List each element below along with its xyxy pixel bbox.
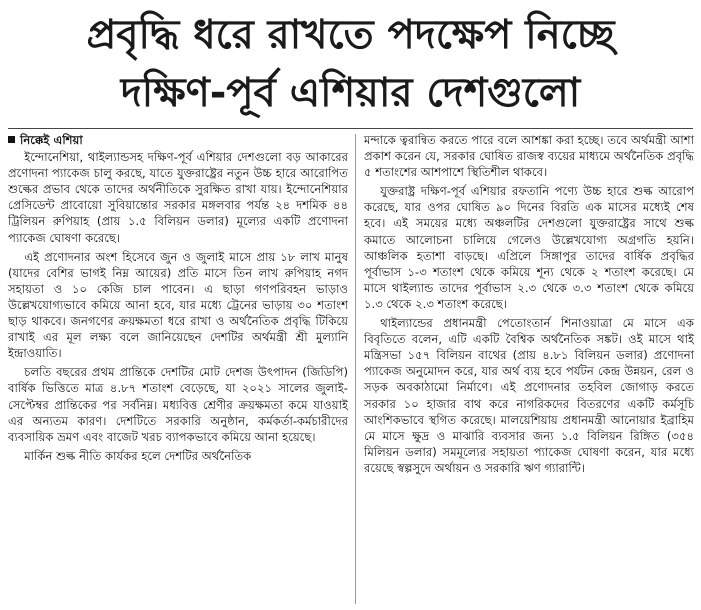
paragraph: মন্দাকে ত্বরান্বিত করতে পারে বলে আশঙ্কা করা হচ্ছে। তবে অর্থমন্ত্রী আশা প্রকাশ করেন যে, সরকার ঘোষিত রাজস্ব ব্যয়ের মাধ্যমে অর্থনৈতিক প্রবৃদ্ধি ৫ শতাংশের আশপাশে স্থিতিশীল থাকবে।: [364, 133, 694, 180]
headline-rule: [8, 128, 693, 129]
headline: [0, 6, 701, 122]
paragraph: যুক্তরাষ্ট্র দক্ষিণ-পূর্ব এশিয়ার রফতানি পণ্যে উচ্চ হারে শুল্ক আরোপ করেছে, যার ওপর ঘোষিত ৯০ দিনের বিরতি এক মাসের মধ্যেই শেষ হবে। এই সময়ের মধ্যে অঞ্চলটির দেশগুলো যুক্তরাষ্ট্রের সাথে শুল্ক কমাতে আলোচনা চালিয়ে গেলেও উল্লেখযোগ্য অগ্রগতি হয়নি। আঞ্চলিক হতাশা বাড়ছে। এপ্রিলে সিঙ্গাপুর তাদের বার্ষিক প্রবৃদ্ধির পূর্বাভাস ১-৩ শতাংশ থেকে কমিয়ে শূন্য থেকে ২ শতাংশ করেছে। মে মাসে থাইল্যান্ড তাদের পূর্বাভাস ২.৩ থেকে ৩.৩ শতাংশ থেকে কমিয়ে ১.৩ থেকে ২.৩ শতাংশ করেছে।: [364, 184, 694, 311]
headline-line-2: দক্ষিণ-পূর্ব এশিয়ার দেশগুলো: [120, 70, 581, 116]
paragraph: থাইল্যান্ডের প্রধানমন্ত্রী পেতোংতার্ন শিনাওয়াত্রা মে মাসে এক বিবৃতিতে বলেন, এটি একটি বৈশ্বিক অর্থনৈতিক সঙ্কট। ওই মাসে থাই মন্ত্রিসভা ১৫৭ বিলিয়ন বাথের (প্রায় ৪.৮১ বিলিয়ন ডলার) প্রণোদনা প্যাকেজ অনুমোদন করে, যার অর্থ ব্যয় হবে পর্যটন কেন্দ্র উন্নয়ন, রেল ও সড়ক অবকাঠামো নির্মাণে। এই প্রণোদনার তহবিল জোগাড় করতে সরকার ১০ হাজার বাথ করে নাগরিকদের বিতরণের একটি কর্মসূচি আংশিকভাবে স্থগিত করেছে। মালয়েশিয়ায় প্রধানমন্ত্রী আনোয়ার ইব্রাহিম মে মাসে ক্ষুদ্র ও মাঝারি ব্যবসার জন্য ১.৫ বিলিয়ন রিঙ্গিত (৩৫৪ মিলিয়ন ডলার) সমমূল্যের সহায়তা প্যাকেজ ঘোষণা করেন, যার মধ্যে রয়েছে স্বল্পসুদে অর্থায়ন ও সরকারি ঋণ গ্যারান্টি।: [364, 316, 694, 475]
paragraph: চলতি বছরের প্রথম প্রান্তিকে দেশটির মোট দেশজ উৎপাদন (জিডিপি) বার্ষিক ভিত্তিতে মাত্র ৪.৮৭ শতাংশ বেড়েছে, যা ২০২১ সালের জুলাই-সেপ্টেম্বর প্রান্তিকের পর সর্বনিম্ন। মধ্যবিত্ত শ্রেণীর ক্রয়ক্ষমতা কমে যাওয়াই এর অন্যতম কারণ। দেশটিতে সরকারি অনুষ্ঠান, কর্মকর্তা-কর্মচারীদের ব্যবসায়িক ভ্রমণ এবং বাজেট খরচ ব্যাপকভাবে কমিয়ে আনা হয়েছে।: [8, 365, 348, 444]
square-bullet-icon: [8, 136, 15, 143]
column-divider: [355, 134, 356, 604]
article-column-right: [364, 132, 694, 479]
paragraph: এই প্রণোদনার অংশ হিসেবে জুন ও জুলাই মাসে প্রায় ১৮ লাখ মানুষ (যাদের বেশির ভাগই নিম্ন আয়ের) প্রতি মাসে তিন লাখ রুপিয়াহ নগদ সহায়তা ও ১০ কেজি চাল পাবেন। এ ছাড়া গণপরিবহন ভাড়াও উল্লেখযোগ্যভাবে কমিয়ে আনা হবে, যার মধ্যে ট্রেনের ভাড়ায় ৩০ শতাংশ ছাড় থাকবে। জনগণের ক্রয়ক্ষমতা ধরে রাখা ও অর্থনৈতিক প্রবৃদ্ধি টিকিয়ে রাখাই এর মূল লক্ষ্য বলে জানিয়েছেন দেশটির অর্থমন্ত্রী শ্রী মুল্যানি ইন্দ্রাওয়াতি।: [8, 249, 348, 361]
article-column-left: [8, 132, 348, 467]
paragraph: মার্কিন শুল্ক নীতি কার্যকর হলে দেশটির অর্থনৈতিক: [24, 448, 252, 463]
paragraph: ইন্দোনেশিয়া, থাইল্যান্ডসহ দক্ষিণ-পূর্ব এশিয়ার দেশগুলো বড় আকারের প্রণোদনা প্যাকেজ চালু করছে, যাতে যুক্তরাষ্ট্রের নতুন উচ্চ হারে আরোপিত শুল্কের প্রভাব থেকে তাদের অর্থনীতিকে সুরক্ষিত রাখা যায়। ইন্দোনেশিয়ার প্রেসিডেন্ট প্রাবোয়ো সুবিয়ান্তোর সরকার মঙ্গলবার পর্যন্ত ২৪ দশমিক ৪৪ ট্রিলিয়ন রুপিয়াহ (প্রায় ১.৫ বিলিয়ন ডলার) মূল্যের একটি প্রণোদনা প্যাকেজ ঘোষণা করেছে।: [8, 150, 348, 245]
byline-text: নিক্কেই এশিয়া: [20, 133, 83, 147]
headline-line-1: প্রবৃদ্ধি ধরে রাখতে পদক্ষেপ নিচ্ছে: [86, 12, 615, 58]
byline: [8, 132, 348, 148]
